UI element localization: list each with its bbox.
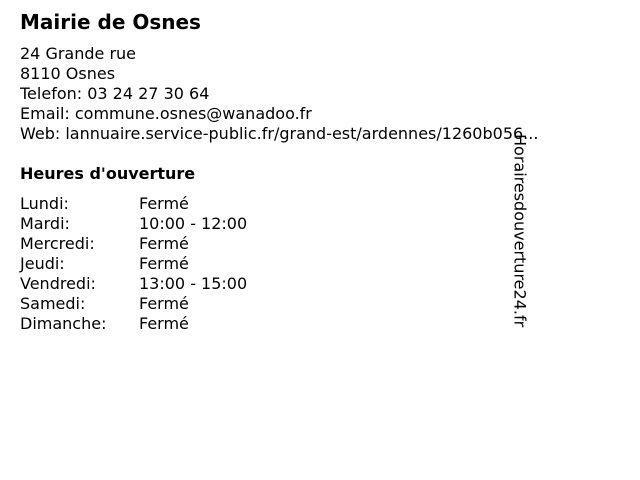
day-label: Vendredi: bbox=[20, 274, 96, 293]
time-value: Fermé bbox=[139, 194, 189, 213]
day-label: Dimanche: bbox=[20, 314, 107, 333]
page-title: Mairie de Osnes bbox=[20, 10, 201, 34]
time-value: Fermé bbox=[139, 314, 189, 333]
day-label: Mardi: bbox=[20, 214, 70, 233]
hours-title: Heures d'ouverture bbox=[20, 164, 196, 183]
day-label: Mercredi: bbox=[20, 234, 95, 253]
time-value: Fermé bbox=[139, 294, 189, 313]
time-value: Fermé bbox=[139, 234, 189, 253]
street-address: 24 Grande rue bbox=[20, 44, 137, 63]
city-line: 8110 Osnes bbox=[20, 64, 116, 83]
phone-line[interactable]: Telefon: 03 24 27 30 64 bbox=[20, 84, 210, 103]
day-label: Jeudi: bbox=[20, 254, 65, 273]
time-value: 10:00 - 12:00 bbox=[139, 214, 248, 233]
day-label: Samedi: bbox=[20, 294, 86, 313]
address-block bbox=[20, 44, 600, 144]
web-line[interactable]: Web: lannuaire.service-public.fr/grand-est/ardennes/1260b056... bbox=[20, 124, 539, 143]
day-label: Lundi: bbox=[20, 194, 69, 213]
email-line[interactable]: Email: commune.osnes@wanadoo.fr bbox=[20, 104, 312, 123]
time-value: 13:00 - 15:00 bbox=[139, 274, 248, 293]
time-value: Fermé bbox=[139, 254, 189, 273]
site-brand-vertical: Horairesdouverture24.fr bbox=[510, 134, 530, 328]
